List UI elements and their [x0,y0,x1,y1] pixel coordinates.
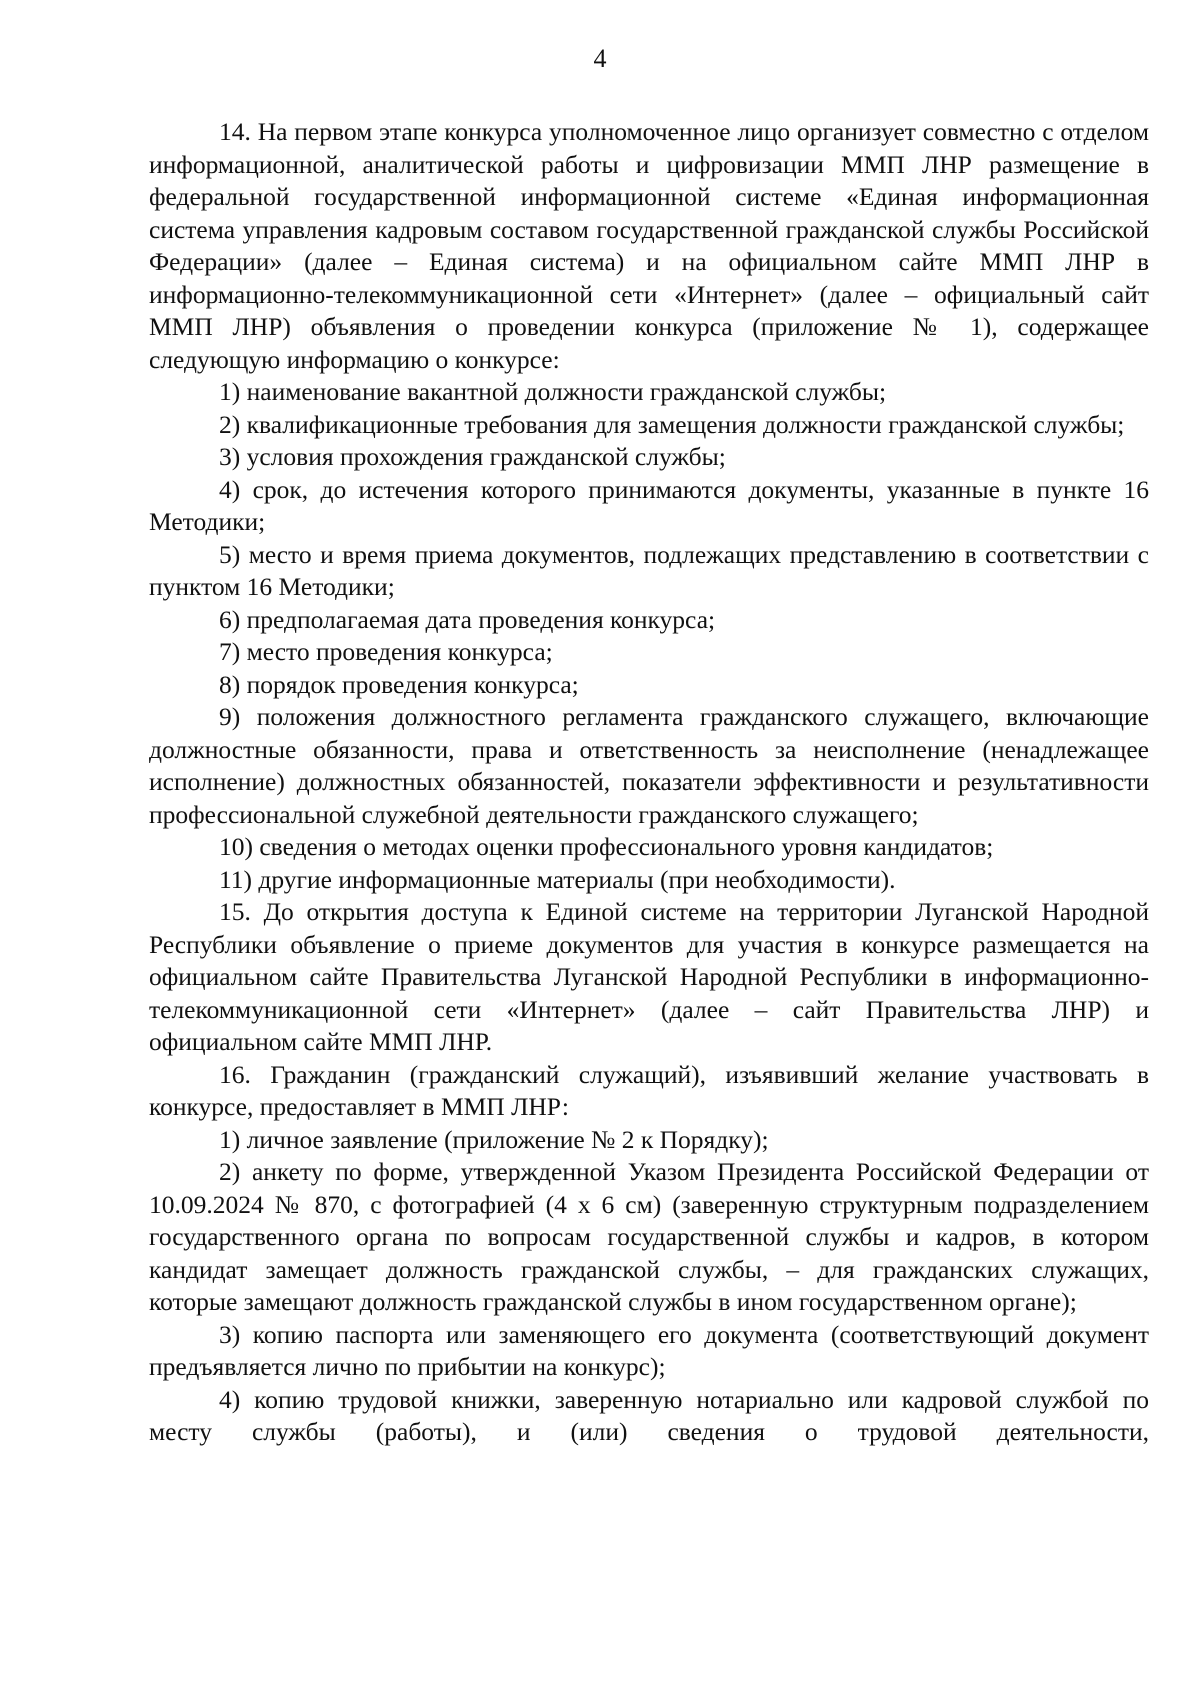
document-body [149,116,1149,1449]
list-item-14-1: 1) наименование вакантной должности гражданской службы; [219,377,887,406]
list-item-14-11: 11) другие информационные материалы (при необходимости). [219,864,896,894]
list-item-14-3: 3) условия прохождения гражданской службы; [219,442,726,471]
list-item-16-1: 1) личное заявление (приложение № 2 к Порядку); [219,1124,769,1154]
paragraph-15: 15. До открытия доступа к Единой системе на территории Луганской Народной Республики объявление о приеме документов для участия в конкурсе размещается на официальном сайте Правительства Луганской Народной Республики в информационно-телекоммуникационной сети «Интернет» (далее – сайт Правительства ЛНР) и официальном сайте ММП ЛНР. [149,897,1149,1056]
list-item-16-3: 3) копию паспорта или заменяющего его документа (соответствующий документ предъявляется лично по прибытии на конкурс); [149,1319,1149,1381]
list-item-14-9: 9) положения должностного регламента гражданского служащего, включающие должностные обязанности, права и ответственность за неисполнение (ненадлежащее исполнение) должностных обязанностей, показатели эффективности и результативности профессиональной служебной деятельности гражданского служащего; [149,702,1149,829]
list-item-14-10: 10) сведения о методах оценки профессионального уровня кандидатов; [219,832,994,861]
page-number: 4 [593,44,607,73]
list-item-14-2: 2) квалификационные требования для замещения должности гражданской службы; [219,409,1125,439]
list-item-14-6: 6) предполагаемая дата проведения конкурса; [219,604,716,634]
list-item-14-4: 4) срок, до истечения которого принимаются документы, указанные в пункте 16 Методики; [149,474,1149,536]
list-item-16-2: 2) анкету по форме, утвержденной Указом Президента Российской Федерации от 10.09.2024 № 870, с фотографией (4 х 6 см) (заверенную структурным подразделением государственного органа по вопросам государственной службы и кадров, в котором кандидат замещает должность гражданской службы, – для гражданских служащих, которые замещают должность гражданской службы в ином государственном органе); [149,1157,1149,1316]
list-item-14-8: 8) порядок проведения конкурса; [219,669,579,699]
list-item-14-5: 5) место и время приема документов, подлежащих представлению в соответствии с пунктом 16 Методики; [149,539,1149,601]
list-item-16-4: 4) копию трудовой книжки, заверенную нотариально или кадровой службой по месту службы (работы), и (или) сведения о трудовой деятельности, [149,1384,1149,1446]
paragraph-16: 16. Гражданин (гражданский служащий), изъявивший желание участвовать в конкурсе, предоставляет в ММП ЛНР: [149,1059,1149,1121]
list-item-14-7: 7) место проведения конкурса; [219,637,553,666]
paragraph-14: 14. На первом этапе конкурса уполномоченное лицо организует совместно с отделом информационной, аналитической работы и цифровизации ММП ЛНР размещение в федеральной государственной информационной системе «Единая информационная система управления кадровым составом государственной гражданской службы Российской Федерации» (далее – Единая система) и на официальном сайте ММП ЛНР в информационно-телекоммуникационной сети «Интернет» (далее – официальный сайт ММП ЛНР) объявления о проведении конкурса (приложение № 1), содержащее следующую информацию о конкурсе: [149,117,1149,374]
